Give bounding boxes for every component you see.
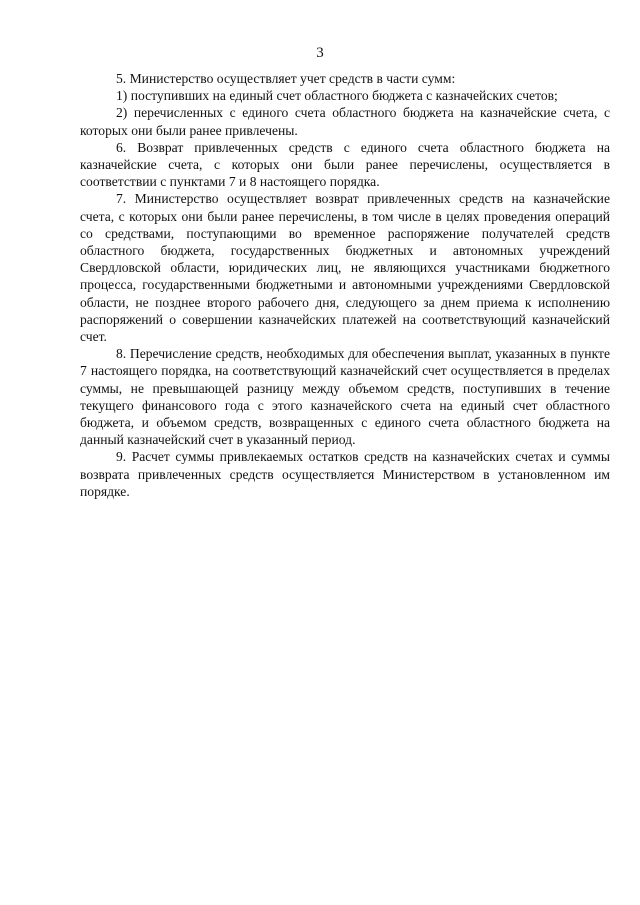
paragraph-5-item-1: 1) поступивших на единый счет областного бюджета с казначейских счетов; <box>116 88 558 104</box>
page-number: 3 <box>316 45 324 61</box>
paragraph-5: 5. Министерство осуществляет учет средств в части сумм: <box>116 71 456 86</box>
paragraph-6: 6. Возврат привлеченных средств с единого счета областного бюджета на казначейские счета, с которых они были ранее перечислены, осуществляется в соответствии с пунктами 7 и 8 настоящего порядка. <box>80 139 610 190</box>
paragraph-7: 7. Министерство осуществляет возврат привлеченных средств на казначейские счета, с которых они были ранее перечислены, в том числе в целях проведения операций со средствами, поступающими во временное распоряжение получателей средств областного бюджета, государственных бюджетных и автономных учреждений Свердловской области, юридических лиц, не являющихся участниками бюджетного процесса, государственными бюджетными и автономными учреждениями Свердловской области, не позднее второго рабочего дня, следующего за днем приема к исполнению распоряжений о совершении казначейских платежей на соответствующий казначейский счет. <box>80 191 610 345</box>
paragraph-9: 9. Расчет суммы привлекаемых остатков средств на казначейских счетах и суммы возврата привлеченных средств осуществляется Министерством в установленном им порядке. <box>80 449 610 499</box>
paragraph-8: 8. Перечисление средств, необходимых для обеспечения выплат, указанных в пункте 7 настоящего порядка, на соответствующий казначейский счет осуществляется в пределах суммы, не превышающей разницу между объемом средств, поступивших в течение текущего финансового года с этого казначейского счета на единый счет областного бюджета, и объемом средств, возвращенных с единого счета областного бюджета на данный казначейский счет в указанный период. <box>80 346 610 448</box>
document-body <box>80 70 610 500</box>
paragraph-5-item-2: 2) перечисленных с единого счета областного бюджета на казначейские счета, с которых они были ранее привлечены. <box>80 105 610 138</box>
